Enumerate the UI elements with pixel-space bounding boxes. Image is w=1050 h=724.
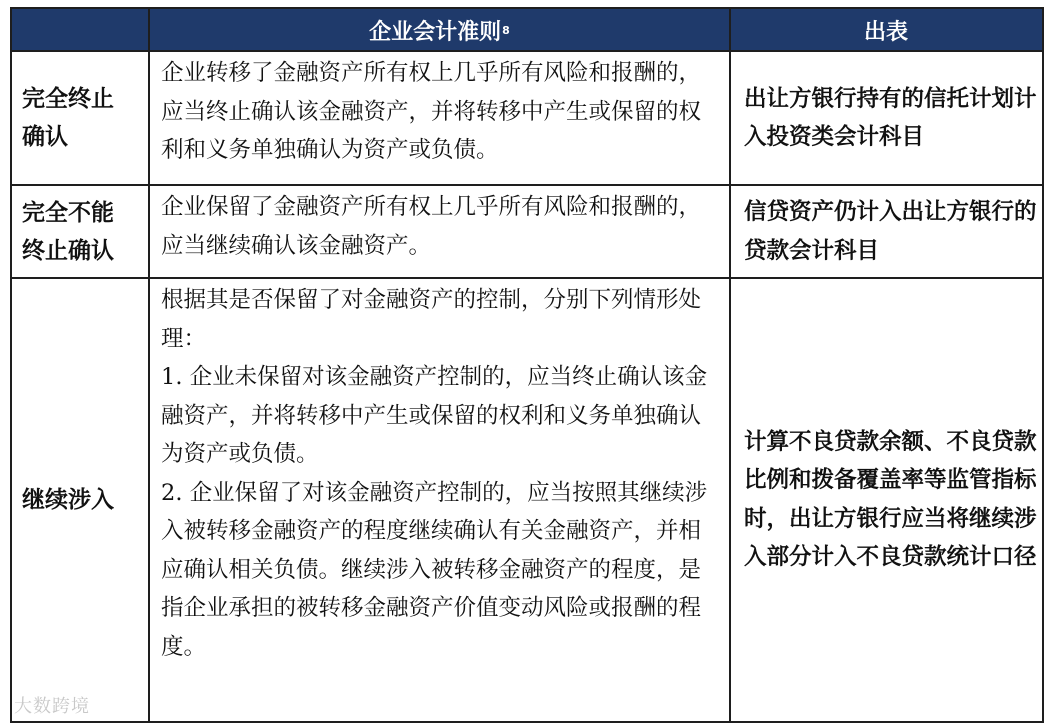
column-divider (729, 9, 731, 721)
table-text: 信贷资产仍计入出让方银行的贷款会计科目 (744, 199, 1037, 264)
header-standard-label: 企业会计准则 (369, 19, 502, 45)
row-label-full-derecognition (12, 51, 149, 185)
table-text: 出让方银行持有的信托计划计入投资类会计科目 (744, 85, 1037, 150)
standard-paragraph: 2. 企业保留了对该金融资产控制的，应当按照其继续涉入被转移金融资产的程度继续确认有关金融资产，并相应确认相关负债。继续涉入被转移金融资产的程度，是指企业承担的被转移金融资产价值变动风险或报酬的程度。 (161, 479, 708, 660)
standard-paragraph: 企业转移了金融资产所有权上几乎所有风险和报酬的，应当终止确认该金融资产，并将转移中产生或保留的权利和义务单独确认为资产或负债。 (161, 60, 702, 163)
row-label-text: 继续涉入 (22, 486, 114, 513)
column-divider (148, 9, 150, 721)
row-standard-continuing-involvement (149, 278, 730, 721)
row-label-text: 完全终止确认 (22, 86, 114, 150)
row-label-continuing-involvement (12, 278, 149, 721)
row-table-continuing-involvement (730, 278, 1042, 721)
table-text: 计算不良贷款余额、不良贷款比例和拨备覆盖率等监管指标时，出让方银行应当将继续涉入部分计入不良贷款统计口径 (744, 428, 1037, 570)
row-standard-full-derecognition (149, 51, 730, 185)
row-divider (12, 50, 1042, 52)
standard-paragraph: 1. 企业未保留对该金融资产控制的，应当终止确认该金融资产，并将转移中产生或保留的权利和义务单独确认为资产或负债。 (161, 364, 708, 467)
header-table (730, 9, 1042, 51)
row-divider (12, 184, 1042, 186)
header-standard (149, 9, 730, 51)
row-divider (12, 277, 1042, 279)
row-label-no-derecognition (12, 185, 149, 278)
standards-table (10, 7, 1044, 723)
watermark: 大数跨境 (14, 696, 90, 717)
row-label-text: 完全不能终止确认 (22, 199, 114, 264)
standard-paragraph: 根据其是否保留了对金融资产的控制，分别下列情形处理： (161, 287, 702, 352)
standard-paragraph: 企业保留了金融资产所有权上几乎所有风险和报酬的，应当继续确认该金融资产。 (161, 194, 702, 259)
row-standard-no-derecognition (149, 185, 730, 278)
row-table-full-derecognition (730, 51, 1042, 185)
row-table-no-derecognition (730, 185, 1042, 278)
header-corner (12, 9, 149, 51)
footnote-marker: 8 (502, 23, 510, 37)
header-table-label: 出表 (863, 19, 908, 45)
